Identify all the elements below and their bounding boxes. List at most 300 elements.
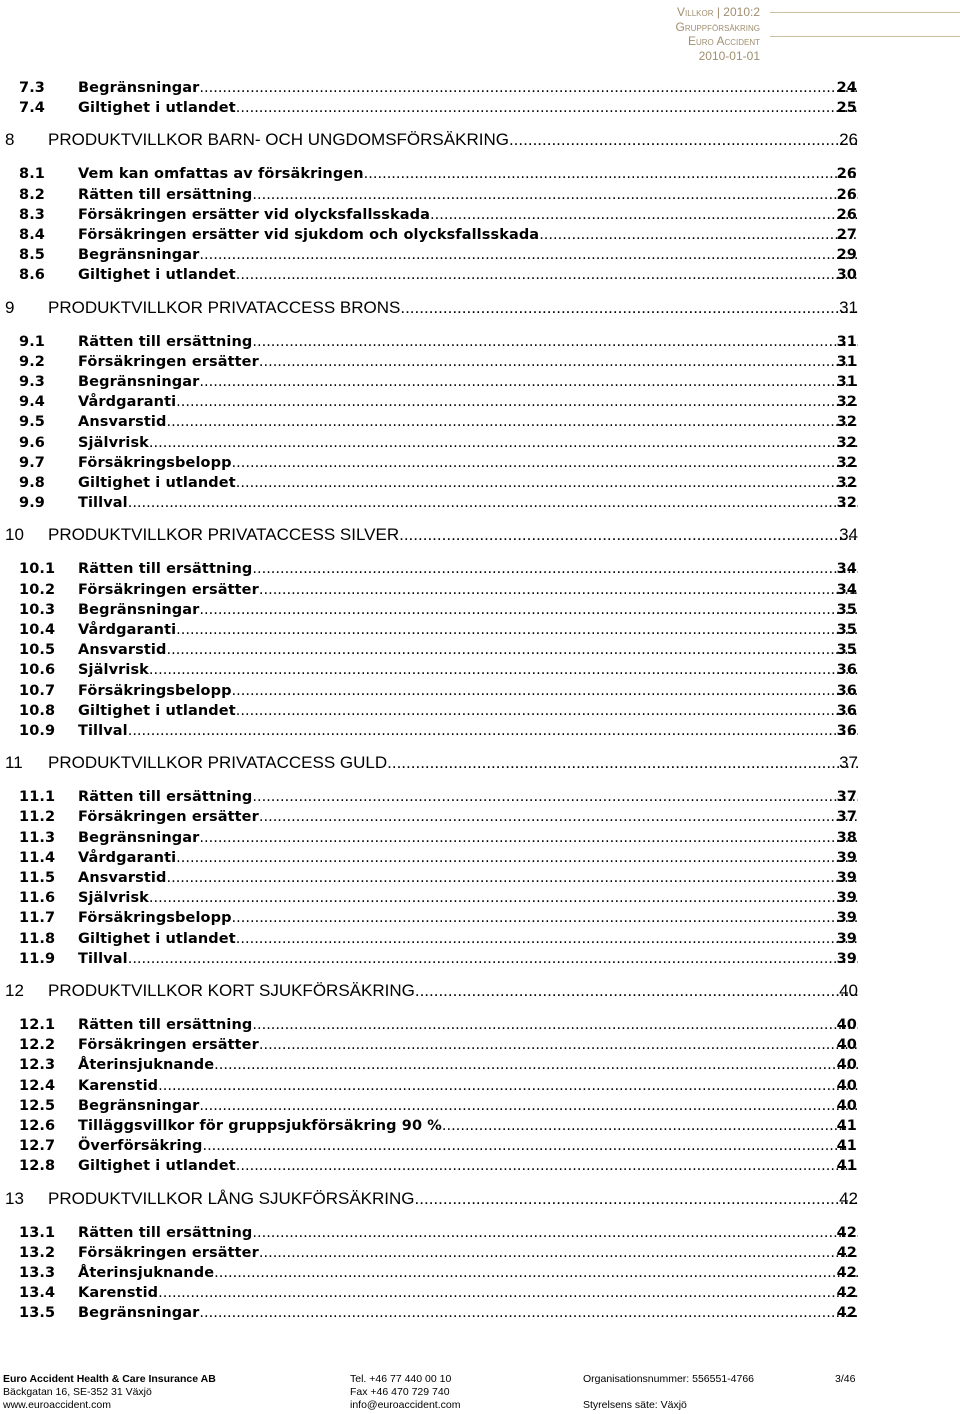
toc-entry-title: Vem kan omfattas av försäkringen — [78, 166, 364, 183]
toc-entry-title: PRODUKTVILLKOR LÅNG SJUKFÖRSÄKRING — [48, 1188, 415, 1208]
toc-entry-title-wrap — [78, 559, 858, 579]
toc-entry-title-wrap — [78, 660, 858, 680]
toc-leader-dots — [259, 1035, 858, 1055]
toc-entry-title: Begränsningar — [78, 1305, 200, 1322]
toc-leader-dots — [149, 433, 858, 453]
toc-subsection-entry[interactable] — [0, 660, 960, 680]
toc-entry-number: 11.7 — [19, 910, 56, 927]
toc-entry-page: 42 — [836, 1224, 857, 1241]
header-date: 2010-01-01 — [698, 48, 760, 63]
toc-entry-title-wrap — [78, 701, 858, 721]
toc-leader-dots — [236, 701, 858, 721]
toc-leader-dots — [252, 332, 858, 352]
toc-entry-title: Rätten till ersättning — [78, 561, 253, 578]
toc-entry-page: 32 — [836, 454, 857, 471]
toc-entry-page: 39 — [836, 930, 857, 947]
toc-entry-number: 8.5 — [19, 247, 45, 264]
toc-entry-title: Begränsningar — [78, 247, 200, 264]
toc-entry-number: 7.4 — [19, 100, 45, 117]
toc-entry-title-wrap — [78, 1223, 858, 1243]
toc-entry-number: 11.3 — [19, 829, 56, 846]
toc-section-entry[interactable] — [0, 751, 960, 775]
toc-leader-dots — [232, 908, 858, 928]
toc-entry-title-wrap — [78, 1283, 858, 1303]
toc-entry-title-wrap — [78, 185, 858, 205]
toc-entry-title: Begränsningar — [78, 601, 200, 618]
toc-leader-dots — [199, 600, 858, 620]
footer-board-seat: Styrelsens säte: Växjö — [583, 1399, 687, 1411]
toc-entry-number: 11.1 — [19, 789, 56, 806]
toc-entry-page: 32 — [836, 394, 857, 411]
toc-entry-title: Tillval — [78, 495, 128, 512]
toc-entry-title-wrap — [78, 1136, 858, 1156]
toc-subsection-entry[interactable] — [0, 848, 960, 868]
footer-company-block — [3, 1373, 216, 1412]
toc-leader-dots — [400, 296, 858, 320]
toc-entry-title: Försäkringsbelopp — [78, 682, 232, 699]
toc-subsection-entry[interactable] — [0, 620, 960, 640]
toc-entry-title-wrap — [78, 392, 858, 412]
toc-leader-dots — [128, 493, 858, 513]
toc-entry-title-wrap — [78, 205, 858, 225]
toc-entry-number: 10.8 — [19, 702, 56, 719]
toc-entry-number: 9.7 — [19, 454, 45, 471]
document-header — [676, 5, 760, 63]
toc-entry-page: 31 — [836, 374, 857, 390]
toc-entry-page: 40 — [839, 981, 858, 1000]
toc-entry-title: Begränsningar — [78, 374, 200, 390]
toc-entry-page: 41 — [836, 1158, 857, 1175]
toc-subsection-entry[interactable] — [0, 807, 960, 827]
toc-entry-title: Tillval — [78, 723, 128, 739]
toc-entry-title-wrap — [48, 296, 858, 320]
toc-leader-dots — [252, 185, 858, 205]
toc-subsection-entry[interactable] — [0, 1055, 960, 1075]
footer-website: www.euroaccident.com — [3, 1399, 111, 1411]
toc-entry-page: 32 — [836, 434, 857, 451]
toc-entry-page: 24 — [836, 80, 857, 96]
toc-section-entry[interactable] — [0, 523, 960, 547]
toc-subsection-entry[interactable] — [0, 908, 960, 928]
toc-entry-title-wrap — [78, 721, 858, 741]
toc-leader-dots — [236, 98, 858, 118]
toc-subsection-entry[interactable] — [0, 1076, 960, 1096]
toc-entry-page: 36 — [836, 702, 857, 719]
toc-subsection-entry[interactable] — [0, 1243, 960, 1263]
toc-entry-title: Giltighet i utlandet — [78, 1158, 236, 1175]
toc-leader-dots — [252, 1015, 858, 1035]
toc-subsection-entry[interactable] — [0, 453, 960, 473]
toc-leader-dots — [199, 245, 858, 265]
toc-entry-page: 42 — [836, 1265, 857, 1281]
toc-subsection-entry[interactable] — [0, 265, 960, 285]
toc-subsection-entry[interactable] — [0, 1156, 960, 1176]
toc-leader-dots — [176, 848, 858, 868]
toc-entry-page: 26 — [836, 206, 857, 223]
toc-leader-dots — [252, 1223, 858, 1243]
toc-entry-page: 39 — [836, 910, 857, 927]
toc-entry-title-wrap — [78, 372, 858, 392]
toc-entry-number: 9.5 — [19, 414, 45, 431]
toc-entry-title-wrap — [78, 1076, 858, 1096]
toc-subsection-entry[interactable] — [0, 352, 960, 372]
toc-entry-title: Vårdgaranti — [78, 394, 177, 411]
toc-subsection-entry[interactable] — [0, 78, 960, 98]
toc-entry-number: 12.7 — [19, 1138, 56, 1155]
toc-entry-title-wrap — [78, 600, 858, 620]
toc-entry-title: Försäkringsbelopp — [78, 910, 232, 927]
toc-entry-page: 40 — [836, 1097, 857, 1114]
toc-entry-title-wrap — [78, 868, 858, 888]
toc-entry-page: 32 — [836, 495, 857, 512]
toc-entry-page: 26 — [839, 130, 858, 150]
toc-entry-title-wrap — [78, 1096, 858, 1116]
toc-entry-number: 10 — [5, 525, 24, 545]
toc-leader-dots — [158, 1076, 858, 1096]
toc-entry-number: 9.8 — [19, 475, 45, 491]
toc-entry-title-wrap — [48, 1187, 858, 1211]
toc-subsection-entry[interactable] — [0, 1015, 960, 1035]
toc-leader-dots — [252, 559, 858, 579]
toc-entry-title: Försäkringen ersätter — [78, 581, 259, 598]
toc-entry-title: Återinsjuknande — [78, 1057, 215, 1074]
toc-leader-dots — [149, 660, 858, 680]
toc-entry-title: PRODUKTVILLKOR KORT SJUKFÖRSÄKRING — [48, 981, 415, 1000]
footer-contact-block — [350, 1373, 460, 1412]
toc-entry-title: Rätten till ersättning — [78, 1224, 253, 1241]
toc-leader-dots — [236, 265, 858, 285]
toc-entry-number: 11.5 — [19, 870, 56, 886]
toc-entry-number: 8.4 — [19, 227, 45, 243]
toc-entry-page: 37 — [836, 789, 857, 806]
toc-entry-number: 10.1 — [19, 561, 56, 578]
toc-subsection-entry[interactable] — [0, 372, 960, 392]
toc-entry-title: Försäkringsbelopp — [78, 454, 232, 471]
toc-subsection-entry[interactable] — [0, 600, 960, 620]
toc-entry-page: 31 — [836, 353, 857, 370]
toc-entry-title-wrap — [78, 949, 858, 969]
toc-entry-title: Vårdgaranti — [78, 622, 177, 638]
header-company: Euro Accident — [687, 34, 760, 48]
toc-entry-title-wrap — [78, 681, 858, 701]
toc-entry-page: 40 — [836, 1057, 857, 1074]
toc-entry-number: 11.6 — [19, 890, 56, 907]
toc-entry-number: 13.2 — [19, 1244, 56, 1261]
toc-leader-dots — [199, 372, 858, 392]
toc-entry-number: 12.2 — [19, 1037, 56, 1054]
toc-subsection-entry[interactable] — [0, 164, 960, 184]
toc-entry-number: 9.9 — [19, 495, 45, 512]
toc-entry-page: 27 — [836, 227, 857, 243]
toc-entry-number: 12.5 — [19, 1097, 56, 1114]
toc-subsection-entry[interactable] — [0, 787, 960, 807]
toc-entry-page: 41 — [836, 1118, 857, 1134]
toc-leader-dots — [199, 828, 858, 848]
toc-entry-title-wrap — [78, 848, 858, 868]
toc-leader-dots — [399, 523, 858, 547]
toc-entry-number: 9.6 — [19, 434, 45, 451]
toc-entry-number: 12.4 — [19, 1077, 56, 1094]
toc-entry-title: Försäkringen ersätter — [78, 809, 259, 826]
toc-subsection-entry[interactable] — [0, 1263, 960, 1283]
toc-entry-number: 13.4 — [19, 1285, 56, 1302]
toc-subsection-entry[interactable] — [0, 245, 960, 265]
toc-subsection-entry[interactable] — [0, 721, 960, 741]
toc-entry-title: Självrisk — [78, 890, 149, 907]
toc-entry-title-wrap — [78, 453, 858, 473]
toc-entry-page: 26 — [836, 166, 857, 183]
toc-entry-page: 30 — [836, 267, 857, 284]
toc-entry-number: 9.3 — [19, 374, 45, 390]
toc-subsection-entry[interactable] — [0, 949, 960, 969]
toc-entry-title: Försäkringen ersätter vid olycksfallsskada — [78, 206, 431, 223]
toc-entry-page: 35 — [836, 642, 857, 659]
footer-address: Bäckgatan 16, SE-352 31 Växjö — [3, 1386, 152, 1398]
toc-section-entry[interactable] — [0, 296, 960, 320]
toc-entry-number: 11 — [5, 753, 23, 773]
toc-leader-dots — [387, 751, 858, 775]
toc-entry-title: Rätten till ersättning — [78, 789, 253, 806]
toc-subsection-entry[interactable] — [0, 580, 960, 600]
toc-leader-dots — [252, 787, 858, 807]
toc-entry-page: 37 — [839, 753, 858, 773]
toc-entry-number: 9.2 — [19, 353, 45, 370]
toc-entry-title: Tillval — [78, 950, 128, 967]
toc-entry-title: Försäkringen ersätter — [78, 1037, 259, 1054]
toc-entry-page: 25 — [836, 100, 857, 117]
toc-subsection-entry[interactable] — [0, 929, 960, 949]
toc-entry-title-wrap — [78, 352, 858, 372]
toc-entry-title-wrap — [48, 523, 858, 547]
toc-subsection-entry[interactable] — [0, 868, 960, 888]
toc-entry-page: 36 — [836, 662, 857, 679]
toc-entry-page: 32 — [836, 475, 857, 491]
toc-entry-title: Begränsningar — [78, 80, 200, 96]
toc-entry-page: 34 — [836, 581, 857, 598]
toc-entry-title-wrap — [48, 751, 858, 775]
toc-subsection-entry[interactable] — [0, 332, 960, 352]
toc-entry-page: 36 — [836, 682, 857, 699]
toc-entry-number: 13.1 — [19, 1224, 56, 1241]
toc-entry-page: 26 — [836, 186, 857, 203]
toc-subsection-entry[interactable] — [0, 1035, 960, 1055]
toc-entry-page: 39 — [836, 870, 857, 886]
toc-subsection-entry[interactable] — [0, 1283, 960, 1303]
toc-entry-title-wrap — [78, 265, 858, 285]
toc-leader-dots — [166, 868, 858, 888]
toc-subsection-entry[interactable] — [0, 640, 960, 660]
toc-leader-dots — [415, 1187, 858, 1211]
toc-subsection-entry[interactable] — [0, 701, 960, 721]
footer-page-number: 3/46 — [835, 1373, 856, 1385]
toc-subsection-entry[interactable] — [0, 473, 960, 493]
toc-entry-title-wrap — [78, 1116, 858, 1136]
toc-entry-title: Rätten till ersättning — [78, 186, 253, 203]
toc-entry-number: 8 — [5, 130, 15, 150]
toc-entry-title: Ansvarstid — [78, 414, 167, 431]
toc-subsection-entry[interactable] — [0, 1303, 960, 1323]
toc-leader-dots — [176, 620, 858, 640]
toc-entry-title-wrap — [78, 98, 858, 118]
toc-entry-title-wrap — [78, 493, 858, 513]
toc-subsection-entry[interactable] — [0, 392, 960, 412]
toc-leader-dots — [202, 1136, 858, 1156]
toc-entry-title-wrap — [78, 828, 858, 848]
toc-entry-title-wrap — [78, 78, 858, 98]
footer-email: info@euroaccident.com — [350, 1399, 461, 1411]
toc-entry-title-wrap — [48, 979, 858, 1003]
toc-subsection-entry[interactable] — [0, 225, 960, 245]
toc-entry-number: 7.3 — [19, 80, 45, 96]
toc-leader-dots — [236, 1156, 858, 1176]
toc-subsection-entry[interactable] — [0, 493, 960, 513]
toc-entry-number: 8.6 — [19, 267, 45, 284]
toc-entry-number: 12 — [5, 981, 24, 1000]
toc-entry-title: Vårdgaranti — [78, 849, 177, 866]
toc-entry-title: Återinsjuknande — [78, 1265, 215, 1281]
toc-entry-number: 11.4 — [19, 849, 56, 866]
toc-entry-title: PRODUKTVILLKOR BARN- OCH UNGDOMSFÖRSÄKRING — [48, 130, 509, 150]
toc-entry-number: 9.4 — [19, 394, 45, 411]
toc-entry-number: 10.2 — [19, 581, 56, 598]
toc-entry-number: 10.6 — [19, 662, 56, 679]
toc-entry-title: PRODUKTVILLKOR PRIVATACCESS BRONS — [48, 297, 401, 317]
toc-entry-page: 37 — [836, 809, 857, 826]
toc-entry-title-wrap — [78, 1303, 858, 1323]
toc-leader-dots — [166, 640, 858, 660]
toc-entry-number: 12.8 — [19, 1158, 56, 1175]
toc-leader-dots — [149, 888, 858, 908]
toc-section-entry[interactable] — [0, 1187, 960, 1211]
toc-entry-title: Rätten till ersättning — [78, 1017, 253, 1033]
toc-entry-title-wrap — [78, 620, 858, 640]
toc-subsection-entry[interactable] — [0, 1223, 960, 1243]
toc-entry-title: Karenstid — [78, 1077, 159, 1094]
toc-entry-title: Begränsningar — [78, 1097, 200, 1114]
header-version: Villkor | 2010:2 — [677, 5, 760, 19]
toc-subsection-entry[interactable] — [0, 433, 960, 453]
toc-entry-page: 39 — [836, 950, 857, 967]
toc-entry-page: 40 — [836, 1017, 857, 1033]
toc-leader-dots — [199, 1096, 858, 1116]
toc-entry-title: Begränsningar — [78, 829, 200, 846]
toc-entry-title-wrap — [78, 1243, 858, 1263]
toc-leader-dots — [232, 453, 858, 473]
toc-entry-title-wrap — [78, 1263, 858, 1283]
toc-entry-title-wrap — [78, 888, 858, 908]
toc-section-entry[interactable] — [0, 979, 960, 1003]
toc-entry-title-wrap — [78, 807, 858, 827]
toc-subsection-entry[interactable] — [0, 888, 960, 908]
toc-entry-title-wrap — [78, 164, 858, 184]
toc-leader-dots — [176, 392, 858, 412]
toc-entry-title: Giltighet i utlandet — [78, 930, 236, 947]
toc-entry-title-wrap — [78, 580, 858, 600]
toc-entry-title-wrap — [78, 473, 858, 493]
toc-entry-title: Giltighet i utlandet — [78, 702, 236, 719]
toc-leader-dots — [166, 412, 858, 432]
toc-entry-page: 35 — [836, 601, 857, 618]
toc-entry-number: 11.9 — [19, 950, 56, 967]
toc-entry-number: 12.6 — [19, 1118, 56, 1134]
toc-subsection-entry[interactable] — [0, 559, 960, 579]
toc-entry-title: Tilläggsvillkor för gruppsjukförsäkring 90 % — [78, 1118, 442, 1134]
toc-leader-dots — [199, 1303, 858, 1323]
toc-subsection-entry[interactable] — [0, 185, 960, 205]
toc-entry-number: 8.3 — [19, 206, 45, 223]
toc-subsection-entry[interactable] — [0, 205, 960, 225]
toc-entry-title: Rätten till ersättning — [78, 333, 253, 350]
toc-leader-dots — [232, 681, 858, 701]
toc-entry-title-wrap — [78, 908, 858, 928]
toc-leader-dots — [128, 949, 858, 969]
toc-leader-dots — [128, 721, 858, 741]
toc-subsection-entry[interactable] — [0, 98, 960, 118]
toc-entry-number: 9.1 — [19, 333, 45, 350]
toc-leader-dots — [158, 1283, 858, 1303]
toc-entry-number: 12.3 — [19, 1057, 56, 1074]
toc-leader-dots — [236, 473, 858, 493]
toc-entry-page: 39 — [836, 849, 857, 866]
toc-entry-title-wrap — [78, 433, 858, 453]
page-footer — [0, 1373, 960, 1414]
toc-entry-title-wrap — [78, 225, 858, 245]
toc-entry-title: Försäkringen ersätter — [78, 353, 259, 370]
toc-entry-title: Ansvarstid — [78, 870, 167, 886]
toc-leader-dots — [199, 78, 858, 98]
header-rule — [770, 12, 960, 37]
footer-org-number: Organisationsnummer: 556551-4766 — [583, 1373, 755, 1385]
toc-entry-title: Försäkringen ersätter vid sjukdom och olycksfallsskada — [78, 227, 540, 243]
toc-entry-number: 10.5 — [19, 642, 56, 659]
toc-entry-title-wrap — [78, 929, 858, 949]
toc-subsection-entry[interactable] — [0, 1096, 960, 1116]
toc-entry-page: 31 — [836, 333, 857, 350]
toc-subsection-entry[interactable] — [0, 412, 960, 432]
toc-subsection-entry[interactable] — [0, 828, 960, 848]
toc-subsection-entry[interactable] — [0, 1136, 960, 1156]
toc-subsection-entry[interactable] — [0, 681, 960, 701]
toc-entry-number: 10.9 — [19, 723, 56, 739]
toc-subsection-entry[interactable] — [0, 1116, 960, 1136]
toc-entry-title: PRODUKTVILLKOR PRIVATACCESS GULD — [48, 753, 388, 773]
toc-entry-title: Giltighet i utlandet — [78, 267, 236, 284]
toc-entry-page: 34 — [839, 525, 858, 545]
toc-entry-number: 13.5 — [19, 1305, 56, 1322]
toc-entry-number: 8.1 — [19, 166, 45, 183]
toc-entry-page: 42 — [836, 1305, 857, 1322]
footer-phone: Tel. +46 77 440 00 10 — [350, 1373, 452, 1385]
toc-entry-number: 10.3 — [19, 601, 56, 618]
toc-entry-title: Karenstid — [78, 1285, 159, 1302]
toc-entry-number: 8.2 — [19, 186, 45, 203]
toc-entry-title-wrap — [48, 128, 858, 152]
toc-entry-page: 42 — [839, 1188, 858, 1208]
toc-entry-title: Självrisk — [78, 434, 149, 451]
toc-entry-page: 32 — [836, 414, 857, 431]
toc-entry-number: 13 — [5, 1188, 24, 1208]
toc-leader-dots — [415, 979, 858, 1003]
toc-entry-page: 41 — [836, 1138, 857, 1155]
toc-section-entry[interactable] — [0, 128, 960, 152]
toc-entry-page: 31 — [839, 297, 858, 317]
header-product: Gruppförsäkring — [675, 19, 760, 34]
toc-entry-title: Ansvarstid — [78, 642, 167, 659]
toc-entry-title-wrap — [78, 1015, 858, 1035]
toc-entry-title-wrap — [78, 640, 858, 660]
toc-entry-page: 35 — [836, 622, 857, 638]
toc-leader-dots — [259, 352, 858, 372]
